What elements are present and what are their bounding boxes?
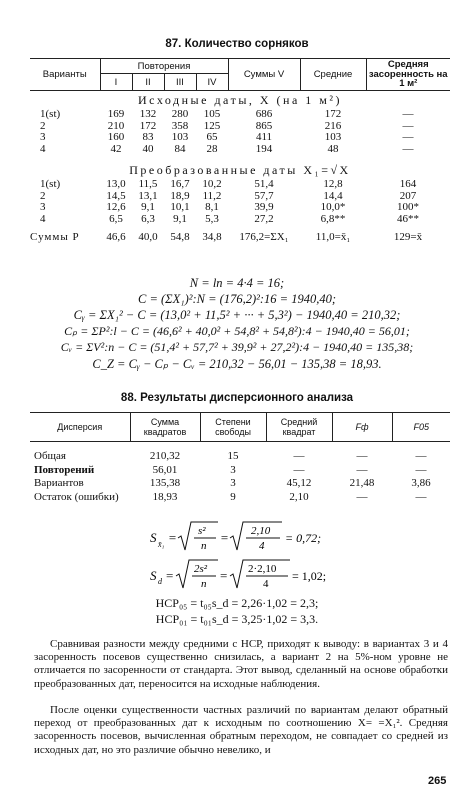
value-cell: 160 — [107, 131, 125, 143]
dispersion-value: 2,10 — [289, 490, 309, 503]
dispersion-value: — — [356, 490, 368, 503]
sx-result: = 0,72; — [285, 531, 322, 545]
col-header-dispersion: Дисперсия — [30, 413, 130, 442]
dispersion-value: — — [293, 450, 305, 462]
variant-cell: 2 — [40, 119, 46, 132]
dispersion-value: 210,32 — [149, 450, 181, 462]
sum-cell: 27,2 — [254, 212, 274, 225]
mean-cell: 216 — [324, 119, 342, 132]
col-header-repeat-4: IV — [196, 74, 228, 91]
dispersion-value: 9 — [230, 490, 236, 503]
col-header-mean: Средние — [300, 59, 366, 91]
formula-cy: Cᵧ = ΣX₁² − C = (13,0² + 11,5² + ··· + 5,3²) − 1940,40 = 210,32; — [73, 308, 401, 322]
dispersion-label: Общая — [34, 450, 66, 462]
value-cell: 40 — [142, 142, 154, 155]
mean-cell: 103 — [324, 131, 342, 143]
variant-cell: 1(st) — [40, 178, 61, 190]
table-row — [30, 450, 450, 464]
col-header-sums: Суммы V — [228, 59, 300, 91]
value-cell: 11,2 — [202, 189, 222, 202]
value-cell: 14,5 — [106, 189, 126, 202]
sd-lhs: S — [150, 568, 157, 583]
variant-cell: 4 — [40, 212, 46, 225]
value-cell: 10,1 — [170, 201, 190, 213]
dispersion-label: Вариантов — [34, 477, 84, 489]
dispersion-value: — — [415, 463, 427, 476]
col-header-f-actual: Fф — [332, 413, 392, 442]
sums-row-total: 176,2=ΣX₁ — [239, 231, 289, 243]
value-cell: 13,1 — [138, 189, 158, 202]
value-cell: 358 — [171, 119, 189, 132]
value-cell: 6,5 — [109, 212, 123, 225]
dispersion-value: — — [293, 463, 305, 476]
mean-cell: 6,8** — [320, 212, 346, 225]
table-87-caption: 87. Количество сорняков — [165, 38, 309, 50]
svg-text:=: = — [166, 568, 174, 583]
sum-cell: 865 — [255, 119, 273, 132]
table-row — [30, 191, 450, 203]
value-cell: 169 — [107, 108, 125, 120]
svg-text:=: = — [168, 530, 177, 545]
sx-frac1-num: s² — [198, 525, 206, 537]
paragraph-conclusion: Сравнивая разности между средними с НСР, приходят к выводу: в вариантах 3 и 4 засоренность посевов существенно снизилась, а вариант 2 на 5%-ном уровне не отличается по засоренности от стандарта. Этот вывод, сделанный на основе обработки преобразованных дат, переносится на исходные наблюдения. — [34, 638, 448, 690]
col-header-variants: Варианты — [30, 59, 100, 91]
table-row — [30, 144, 450, 156]
weeds-cell: 46** — [397, 212, 419, 225]
col-header-repeats: Повторения — [100, 59, 228, 74]
value-cell: 11,5 — [138, 178, 158, 190]
sums-row-mean: 11,0=x̄₁ — [315, 231, 351, 243]
table-row — [30, 121, 450, 133]
value-cell: 5,3 — [205, 212, 219, 225]
sums-row-label: Суммы P — [30, 231, 80, 243]
formula-hcp05: НСР₀₅ = t₀₅s_d = 2,26·1,02 = 2,3; — [155, 596, 319, 610]
variant-cell: 1(st) — [40, 108, 61, 120]
weeds-cell: 164 — [399, 178, 417, 190]
mean-cell: 10,0* — [320, 201, 346, 213]
sums-row-cell: 40,0 — [138, 231, 158, 243]
value-cell: 42 — [110, 142, 122, 155]
value-cell: 12,6 — [106, 201, 126, 213]
sx-sub: x̄₁ — [158, 540, 165, 549]
sums-row-cell: 46,6 — [106, 231, 126, 243]
dispersion-value: 21,48 — [349, 477, 375, 489]
value-cell: 8,1 — [205, 201, 219, 213]
variant-cell: 4 — [40, 142, 46, 155]
formula-cz: C_Z = Cᵧ − Cₚ − Cᵥ = 210,32 − 56,01 − 135,38 = 18,93. — [92, 357, 382, 371]
sx-frac1-den: n — [201, 540, 207, 552]
dispersion-value: 3,86 — [411, 477, 431, 489]
page-number: 265 — [428, 775, 447, 787]
value-cell: 9,1 — [141, 201, 155, 213]
section-original-data: Исходные даты, X (на 1 м²) — [138, 92, 342, 107]
value-cell: 83 — [142, 131, 154, 143]
table-row — [30, 214, 450, 226]
section-transformed-data: Преобразованные даты X₁=√X — [129, 162, 351, 177]
mean-cell: 48 — [327, 142, 339, 155]
col-header-degrees-freedom: Степени свободы — [200, 413, 266, 442]
variant-cell: 2 — [40, 189, 46, 202]
dispersion-value: 15 — [227, 450, 239, 462]
formula-cp: Cₚ = ΣP²:l − C = (46,6² + 40,0² + 54,8² + 54,8²):4 − 1940,40 = 56,01; — [64, 324, 410, 338]
value-cell: 13,0 — [106, 178, 126, 190]
mean-cell: 12,8 — [323, 178, 343, 190]
value-cell: 210 — [107, 119, 125, 132]
table-row — [30, 109, 450, 121]
dispersion-value: 3 — [230, 463, 236, 476]
sum-cell: 194 — [255, 142, 273, 155]
sd-sub: d — [158, 577, 162, 586]
col-header-repeat-3: III — [164, 74, 196, 91]
dispersion-value: — — [356, 463, 368, 476]
table-row — [30, 179, 450, 191]
value-cell: 132 — [139, 108, 157, 120]
sx-frac2-den: 4 — [259, 540, 265, 552]
svg-text:=: = — [220, 530, 229, 545]
sx-frac2-num: 2,10 — [251, 525, 271, 537]
col-header-mean-weeds: Средняя засоренность на 1 м² — [366, 59, 450, 91]
table-88-caption: 88. Результаты дисперсионного анализа — [120, 392, 354, 404]
sd-result: = 1,02; — [292, 569, 327, 583]
col-header-repeat-2: II — [132, 74, 164, 91]
paragraph-back-transform: После оценки существенности частных различий по вариантам делают обратный переход от преобразованных дат к исходным по соотношению X= =X₁². Средняя засоренность посевов, вычисленная обратным переходом, не совпадает со средней из исходных дат, но это различие обычно невелико, и — [34, 704, 448, 756]
value-cell: 105 — [203, 108, 221, 120]
value-cell: 16,7 — [170, 178, 190, 190]
sum-cell: 686 — [255, 108, 273, 120]
formula-n: N = ln = 4·4 = 16; — [189, 276, 285, 290]
sx-lhs: S — [150, 530, 157, 545]
sums-row-weeds: 129=x̄ — [393, 231, 423, 243]
col-header-sum-squares: Сумма квадратов — [130, 413, 200, 442]
value-cell: 84 — [174, 142, 186, 155]
variant-cell: 3 — [40, 131, 46, 143]
weeds-cell: — — [402, 108, 414, 120]
col-header-mean-square: Средний квадрат — [266, 413, 332, 442]
formula-cv: Cᵥ = ΣV²:n − C = (51,4² + 57,7² + 39,9² + 27,2²):4 − 1940,40 = 135,38; — [60, 340, 414, 354]
sd-frac2-den: 4 — [263, 578, 269, 590]
dispersion-value: 135,38 — [149, 477, 181, 489]
sum-cell: 57,7 — [254, 189, 274, 202]
sd-frac1-den: n — [201, 578, 207, 590]
table-88 — [30, 412, 450, 504]
svg-text:=: = — [220, 568, 228, 583]
sums-row-cell: 34,8 — [202, 231, 222, 243]
formula-c: C = (ΣX₁)²:N = (176,2)²:16 = 1940,40; — [137, 292, 337, 306]
table-row — [30, 491, 450, 505]
value-cell: 172 — [139, 119, 157, 132]
col-header-f05: F05 — [392, 413, 450, 442]
sum-cell: 39,9 — [254, 201, 274, 213]
value-cell: 280 — [171, 108, 189, 120]
value-cell: 65 — [206, 131, 218, 143]
dispersion-value: 56,01 — [152, 463, 178, 476]
mean-cell: 14,4 — [323, 189, 343, 202]
value-cell: 18,9 — [170, 189, 190, 202]
dispersion-value: 3 — [230, 477, 236, 489]
value-cell: 103 — [171, 131, 189, 143]
sd-frac1-num: 2s² — [194, 563, 208, 575]
formula-sx — [150, 520, 350, 554]
value-cell: 6,3 — [141, 212, 155, 225]
formula-sd — [150, 558, 360, 592]
dispersion-value: — — [415, 450, 427, 462]
value-cell: 9,1 — [173, 212, 187, 225]
mean-cell: 172 — [324, 108, 342, 120]
sd-frac2-num: 2·2,10 — [248, 563, 277, 575]
dispersion-value: 18,93 — [152, 490, 178, 503]
dispersion-label: Остаток (ошибки) — [34, 490, 119, 503]
dispersion-value: — — [415, 490, 427, 503]
table-87 — [30, 58, 450, 244]
col-header-repeat-1: I — [100, 74, 132, 91]
sx-formula-graphic — [150, 520, 350, 554]
value-cell: 125 — [203, 119, 221, 132]
weeds-cell: — — [402, 119, 414, 132]
table-row — [30, 477, 450, 491]
weeds-cell: 207 — [399, 189, 417, 202]
weeds-cell: 100* — [397, 201, 419, 213]
weeds-cell: — — [402, 131, 414, 143]
sum-cell: 411 — [255, 131, 273, 143]
value-cell: 28 — [206, 142, 218, 155]
table-row — [30, 202, 450, 214]
dispersion-value: — — [356, 450, 368, 462]
variant-cell: 3 — [40, 201, 46, 213]
value-cell: 10,2 — [202, 178, 222, 190]
table-row — [30, 464, 450, 478]
sum-cell: 51,4 — [254, 178, 274, 190]
sd-formula-graphic — [150, 558, 360, 592]
weeds-cell: — — [402, 142, 414, 155]
dispersion-value: 45,12 — [286, 477, 312, 489]
formula-hcp01: НСР₀₁ = t₀₁s_d = 3,25·1,02 = 3,3. — [155, 612, 319, 626]
dispersion-label: Повторений — [34, 463, 95, 476]
table-row — [30, 132, 450, 144]
sums-row-cell: 54,8 — [170, 231, 190, 243]
